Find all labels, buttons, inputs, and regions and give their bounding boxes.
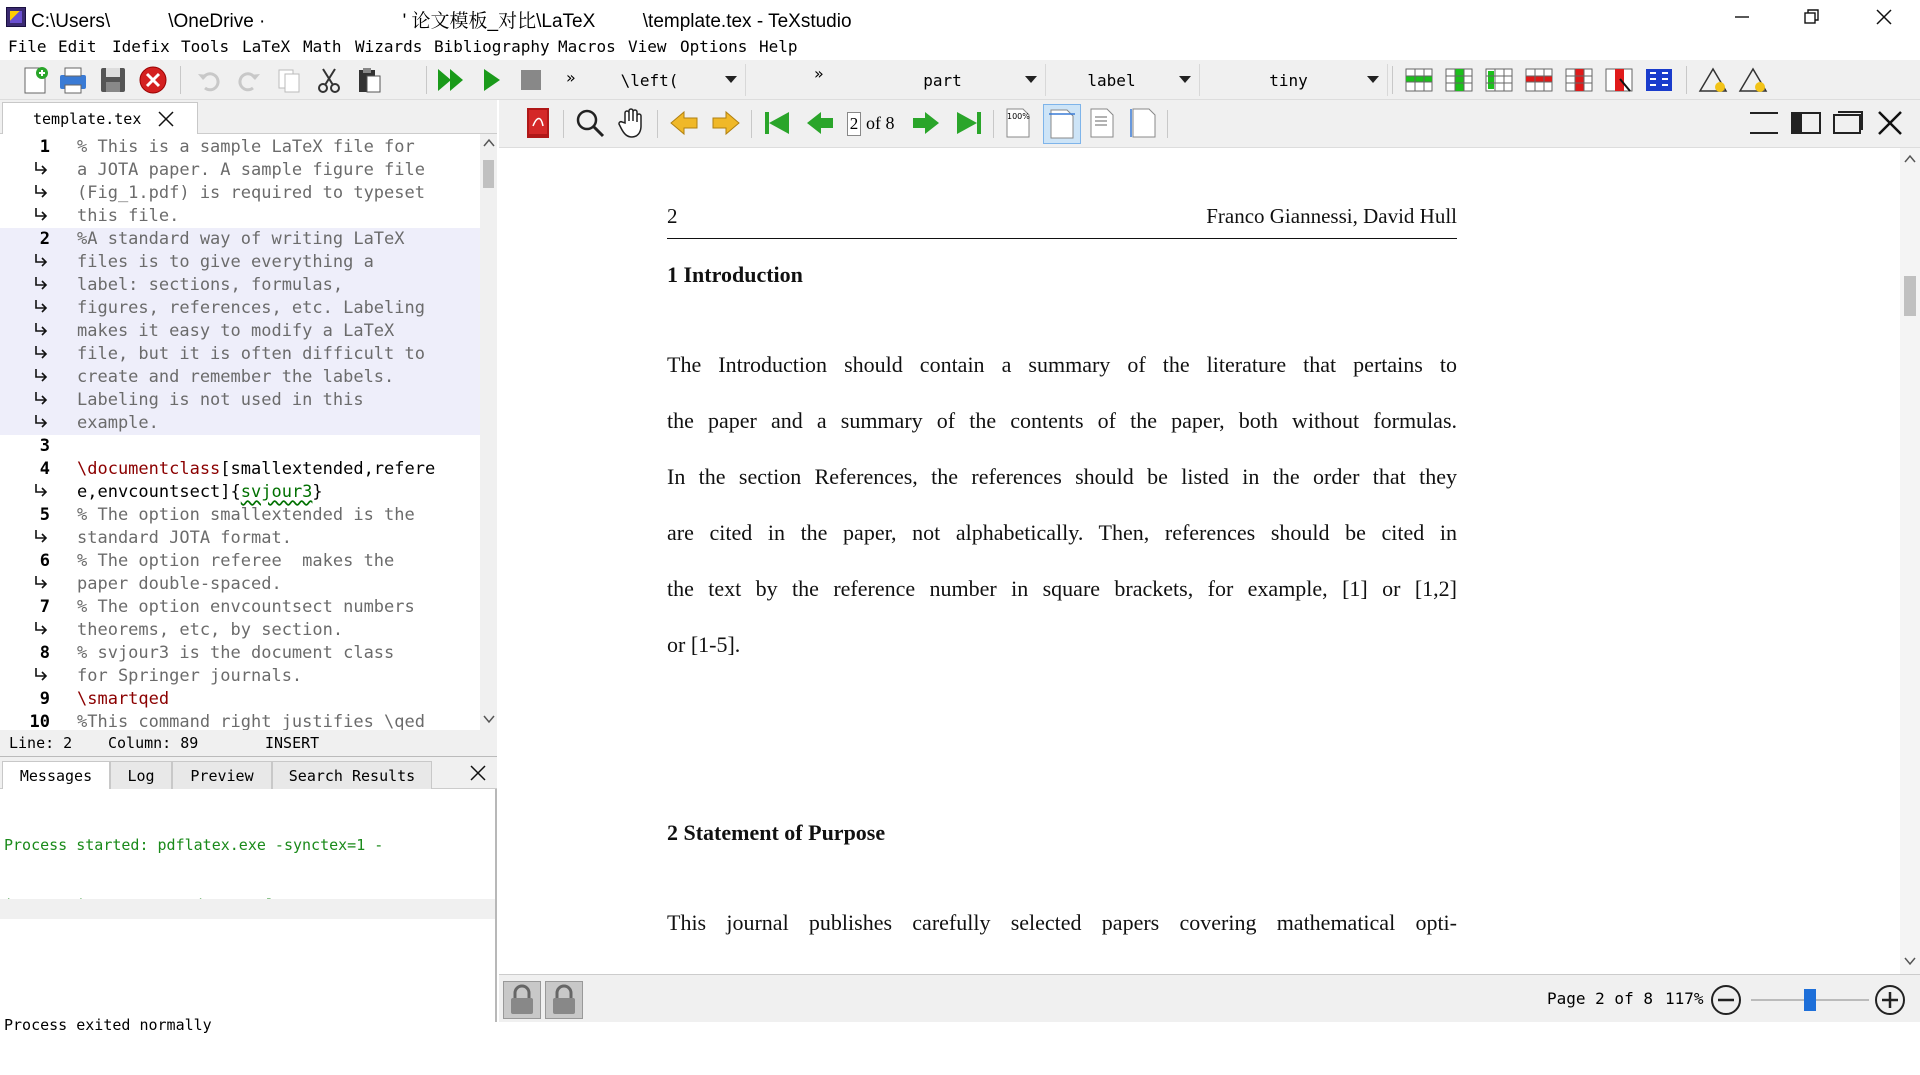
latex-comment: create and remember the labels. [77,367,395,387]
line-number: 2 [39,229,50,249]
close-panel-icon[interactable] [469,764,487,782]
code-line[interactable] [0,642,480,665]
messages-hscroll[interactable] [0,899,495,919]
document-class-name: svjour3 [240,482,313,502]
fit-page-icon [1129,107,1159,139]
code-line[interactable] [0,228,480,251]
intro-line-5: the text by the reference number in square brackets, for example, [1] or [1,2] [667,576,1457,601]
arrow-left-icon [669,109,699,137]
build-and-view-button[interactable] [434,63,468,97]
first-page-icon [763,109,793,137]
new-file-button[interactable] [18,63,52,97]
table-align-button[interactable] [1482,63,1516,97]
process-started-line1: Process started: pdflatex.exe -synctex=1 - [4,836,384,854]
menu-edit[interactable]: Edit [58,37,97,56]
latex-comment: % The option referee makes the [77,551,395,571]
stop-icon [518,67,544,93]
code-editor[interactable] [0,134,480,730]
copy-icon [275,66,303,94]
fit-text-icon [1087,107,1117,139]
copy-button[interactable] [272,63,306,97]
window-title: C:\Users\ \OneDrive · ' 论文模板_对比\LaTeX \template.tex - TeXstudio [31,11,852,32]
viewer-close-button[interactable] [1873,106,1907,140]
restore-icon [1804,9,1820,25]
line-number: 9 [39,689,50,709]
wrap-indicator-icon [32,160,52,180]
printer-icon [57,65,89,95]
restore-button[interactable] [1783,0,1841,34]
table-add-row-button[interactable] [1402,63,1436,97]
menu-idefix[interactable]: Idefix [112,37,170,56]
code-line[interactable] [0,136,480,159]
close-tab-icon[interactable] [157,110,175,128]
code-line[interactable] [0,182,480,205]
left-delimiter-value: \left( [620,70,679,90]
intro-line-3: In the section References, the references should be listed in the order that they [667,464,1457,489]
stop-compile-button[interactable] [514,63,548,97]
warning-prev-button[interactable] [1696,63,1730,97]
table-remove-row-icon [1524,65,1554,95]
code-line[interactable] [0,343,480,366]
arrow-right-icon [711,109,741,137]
wrap-indicator-icon [32,183,52,203]
code-line[interactable] [0,504,480,527]
line-number: 5 [39,505,50,525]
undo-icon [195,66,223,94]
pdf-viewer [499,100,1920,1022]
close-icon [1875,8,1893,26]
line-number: 3 [39,436,50,456]
toolbar-overflow-1[interactable]: » [566,68,576,87]
fit-page-button[interactable] [1127,106,1161,140]
scissors-icon [315,66,343,94]
code-line[interactable] [0,159,480,182]
viewer-scrollbar[interactable] [1900,148,1920,974]
code-line[interactable] [0,596,480,619]
page-header-number: 2 [667,204,678,228]
chevron-down-icon [1367,76,1379,83]
floppy-disk-icon [98,65,128,95]
message-log [4,795,484,1075]
code-line[interactable] [0,366,480,389]
code-line[interactable] [0,320,480,343]
wrap-indicator-icon [32,344,52,364]
label-value: label [1087,70,1136,90]
next-page-icon [911,109,941,137]
wrap-indicator-icon [32,298,52,318]
zoom-100-label: 100% [1007,112,1030,121]
intro-line-6: or [1-5]. [667,632,741,657]
line-number: 6 [39,551,50,571]
latex-comment: standard JOTA format. [77,528,292,548]
code-line[interactable] [0,389,480,412]
left-delimiter-combo[interactable] [588,64,746,96]
section-purpose-heading: 2 Statement of Purpose [667,820,886,845]
wrap-indicator-icon [32,390,52,410]
latex-brace: } [312,482,323,502]
intro-line-1: The Introduction should contain a summary of the literature that pertains to [667,352,1457,377]
code-line[interactable] [0,481,480,504]
code-line[interactable] [0,412,480,435]
viewer-page-status: Page 2 of 8 [1547,989,1653,1008]
latex-command: \documentclass [77,459,221,479]
last-page-icon [953,109,983,137]
warning-triangle-icon [1698,65,1728,95]
font-size-value: tiny [1269,70,1308,90]
scroll-down-icon [1904,956,1916,966]
first-page-button[interactable] [761,106,795,140]
code-line[interactable] [0,274,480,297]
latex-comment: %A standard way of writing LaTeX [77,229,405,249]
latex-comment: makes it easy to modify a LaTeX [77,321,395,341]
messages-pane [0,756,497,1034]
code-line[interactable] [0,665,480,688]
menu-tools[interactable]: Tools [181,37,230,56]
page-total-label: of 8 [866,113,895,133]
latex-comment: % This is a sample LaTeX file for [77,137,415,157]
latex-options: [smallextended,refere [220,459,436,479]
wrap-indicator-icon [32,482,52,502]
scroll-lock-button[interactable] [545,981,583,1019]
tab-search-results[interactable]: Search Results [272,761,432,789]
dock-panel-icon [1790,109,1822,137]
page-number-input[interactable]: 2 [847,112,861,136]
undo-button[interactable] [192,63,226,97]
warning-next-button[interactable] [1736,63,1770,97]
texstudio-app-icon [6,7,26,27]
chevron-down-icon [1025,76,1037,83]
viewer-toolbar [499,100,1920,148]
fit-width-icon [1047,108,1077,140]
latex-comment: this file. [77,206,180,226]
code-line[interactable] [0,251,480,274]
close-window-button[interactable] [1855,0,1913,34]
next-page-button[interactable] [909,106,943,140]
menu-bar [0,34,1920,60]
code-line[interactable] [0,435,480,458]
code-line[interactable] [0,550,480,573]
minus-circle-icon [1709,983,1743,1017]
close-icon [1876,109,1904,137]
previous-page-button[interactable] [803,106,837,140]
latex-comment: %This command right justifies \qed [77,712,425,730]
toolbar-overflow-2[interactable]: » [814,64,824,83]
line-number: 7 [39,597,50,617]
line-number: 4 [39,459,50,479]
page-header-authors: Franco Giannessi, David Hull [1206,204,1457,228]
latex-comment: a JOTA paper. A sample figure file [77,160,425,180]
print-button[interactable] [56,63,90,97]
latex-comment: paper double-spaced. [77,574,282,594]
main-toolbar [0,60,1920,100]
table-column-icon [1444,65,1474,95]
section-introduction-heading: 1 Introduction [667,262,803,287]
cursor-line: Line: 2 [9,734,73,752]
double-play-icon [436,66,466,94]
intro-line-4: are cited in the paper, not alphabetically. Then, references should be cited in [667,520,1457,545]
minimize-button[interactable] [1713,0,1771,34]
zoom-value[interactable]: 117% [1665,989,1704,1008]
tab-template-tex[interactable] [2,102,198,134]
latex-comment: example. [77,413,159,433]
code-line[interactable] [0,573,480,596]
code-line[interactable] [0,205,480,228]
documentclass-line-wrap [77,481,323,504]
menu-latex[interactable]: LaTeX [242,37,291,56]
font-size-combo[interactable] [1200,64,1388,96]
line-number: 1 [39,137,50,157]
latex-comment: (Fig_1.pdf) is required to typeset [77,183,425,203]
editor-tab-bar [0,100,497,134]
header-rule [667,238,1457,239]
latex-comment: figures, references, etc. Labeling [77,298,425,318]
line-number: 8 [39,643,50,663]
menu-view[interactable]: View [628,37,667,56]
wrap-indicator-icon [32,620,52,640]
pdf-book-icon [523,106,553,140]
table-add-column-button[interactable] [1442,63,1476,97]
menu-wizards[interactable]: Wizards [355,37,423,56]
latex-comment: for Springer journals. [77,666,303,686]
zoom-in-button[interactable] [1873,983,1907,1017]
code-line[interactable] [0,297,480,320]
latex-command: \smartqed [77,689,170,709]
forward-button[interactable] [709,106,743,140]
wrap-indicator-icon [32,666,52,686]
back-button[interactable] [667,106,701,140]
wrap-indicator-icon [32,528,52,548]
latex-comment: theorems, etc, by section. [77,620,344,640]
code-line[interactable] [0,619,480,642]
compile-button[interactable] [474,63,508,97]
pan-tool-button[interactable] [615,106,649,140]
scroll-down-icon [483,714,495,724]
sync-lock-button[interactable] [503,981,541,1019]
wrap-indicator-icon [32,252,52,272]
viewer-scroll-thumb[interactable] [1904,276,1916,316]
latex-comment: % The option envcountsect numbers [77,597,415,617]
pdf-page[interactable] [499,148,1900,974]
title-bar [0,0,1920,34]
part-value: part [923,70,962,90]
magnify-button[interactable] [573,106,607,140]
menu-help[interactable]: Help [759,37,798,56]
chevron-down-icon [725,76,737,83]
menu-file[interactable]: File [8,37,47,56]
viewer-minimize-button[interactable] [1747,106,1781,140]
chevron-down-icon [1179,76,1191,83]
save-button[interactable] [96,63,130,97]
warning-triangle-icon [1738,65,1768,95]
zoom-out-button[interactable] [1709,983,1743,1017]
code-line[interactable] [0,688,480,711]
scroll-up-icon [1904,154,1916,164]
zoom-100-button[interactable] [1001,106,1035,140]
editor-status-bar [0,730,497,756]
cursor-column: Column: 89 [108,734,199,752]
tab-messages[interactable]: Messages [2,761,110,789]
wrap-indicator-icon [32,413,52,433]
cut-button[interactable] [312,63,346,97]
line-number: 10 [29,712,50,730]
viewer-dock-button[interactable] [1789,106,1823,140]
table-cut-column-button[interactable] [1602,63,1636,97]
tab-preview[interactable]: Preview [172,761,272,789]
redo-icon [235,66,263,94]
wrap-indicator-icon [32,275,52,295]
table-spacing-button[interactable] [1642,63,1676,97]
code-line[interactable] [0,527,480,550]
latex-comment: label: sections, formulas, [77,275,344,295]
wrap-indicator-icon [32,206,52,226]
messages-tab-bar [0,757,497,789]
paste-button[interactable] [352,63,386,97]
table-cut-icon [1604,65,1634,95]
adobe-reader-button[interactable] [521,106,555,140]
editor-pane [0,100,497,756]
scroll-up-icon [483,138,495,148]
clipboard-icon [355,66,383,94]
menu-math[interactable]: Math [303,37,342,56]
tab-label: template.tex [33,109,142,128]
table-remove-column-button[interactable] [1562,63,1596,97]
fit-text-button[interactable] [1085,106,1119,140]
section-part-combo[interactable] [840,64,1046,96]
hand-icon [617,107,647,139]
editor-scroll-thumb[interactable] [483,160,494,188]
purpose-line-1: This journal publishes carefully selected papers covering mathematical opti- [667,910,1457,935]
close-document-button[interactable] [136,63,170,97]
window-icon [1832,109,1864,137]
table-remove-row-button[interactable] [1522,63,1556,97]
edit-mode: INSERT [265,734,320,752]
latex-comment: % svjour3 is the document class [77,643,395,663]
menu-macros[interactable]: Macros [558,37,616,56]
wrap-indicator-icon [32,321,52,341]
table-align-icon [1484,65,1514,95]
latex-options-cont: e,envcountsect]{ [77,482,241,502]
intro-line-2: the paper and a summary of the contents of the paper, both without formulas. [667,408,1457,433]
code-line[interactable] [0,711,480,730]
play-icon [478,66,504,94]
close-circle-icon [138,65,168,95]
table-spacing-icon [1644,65,1674,95]
viewer-status-bar [499,974,1920,1022]
padlock-icon [507,984,537,1016]
latex-comment: file, but it is often difficult to [77,344,425,364]
code-line[interactable] [0,458,480,481]
latex-comment: files is to give everything a [77,252,374,272]
documentclass-line [77,458,435,481]
horizontal-lines-icon [1748,109,1780,137]
previous-page-icon [805,109,835,137]
last-page-button[interactable] [951,106,985,140]
latex-comment: % The option smallextended is the [77,505,415,525]
menu-options[interactable]: Options [680,37,748,56]
label-combo[interactable] [1046,64,1200,96]
fit-width-button[interactable] [1043,104,1081,144]
tab-log[interactable]: Log [110,761,172,789]
magnifier-icon [574,107,606,139]
editor-scrollbar[interactable] [480,134,497,730]
latex-comment: Labeling is not used in this [77,390,364,410]
table-row-icon [1404,65,1434,95]
wrap-indicator-icon [32,574,52,594]
plus-circle-icon [1873,983,1907,1017]
viewer-window-button[interactable] [1831,106,1865,140]
wrap-indicator-icon [32,367,52,387]
menu-bibliography[interactable]: Bibliography [434,37,550,56]
table-remove-column-icon [1564,65,1594,95]
minimize-icon [1734,9,1750,25]
zoom-slider-thumb[interactable] [1804,989,1816,1011]
padlock-icon [549,984,579,1016]
new-file-icon [20,65,50,95]
process-exited-line: Process exited normally [4,1016,212,1034]
redo-button[interactable] [232,63,266,97]
